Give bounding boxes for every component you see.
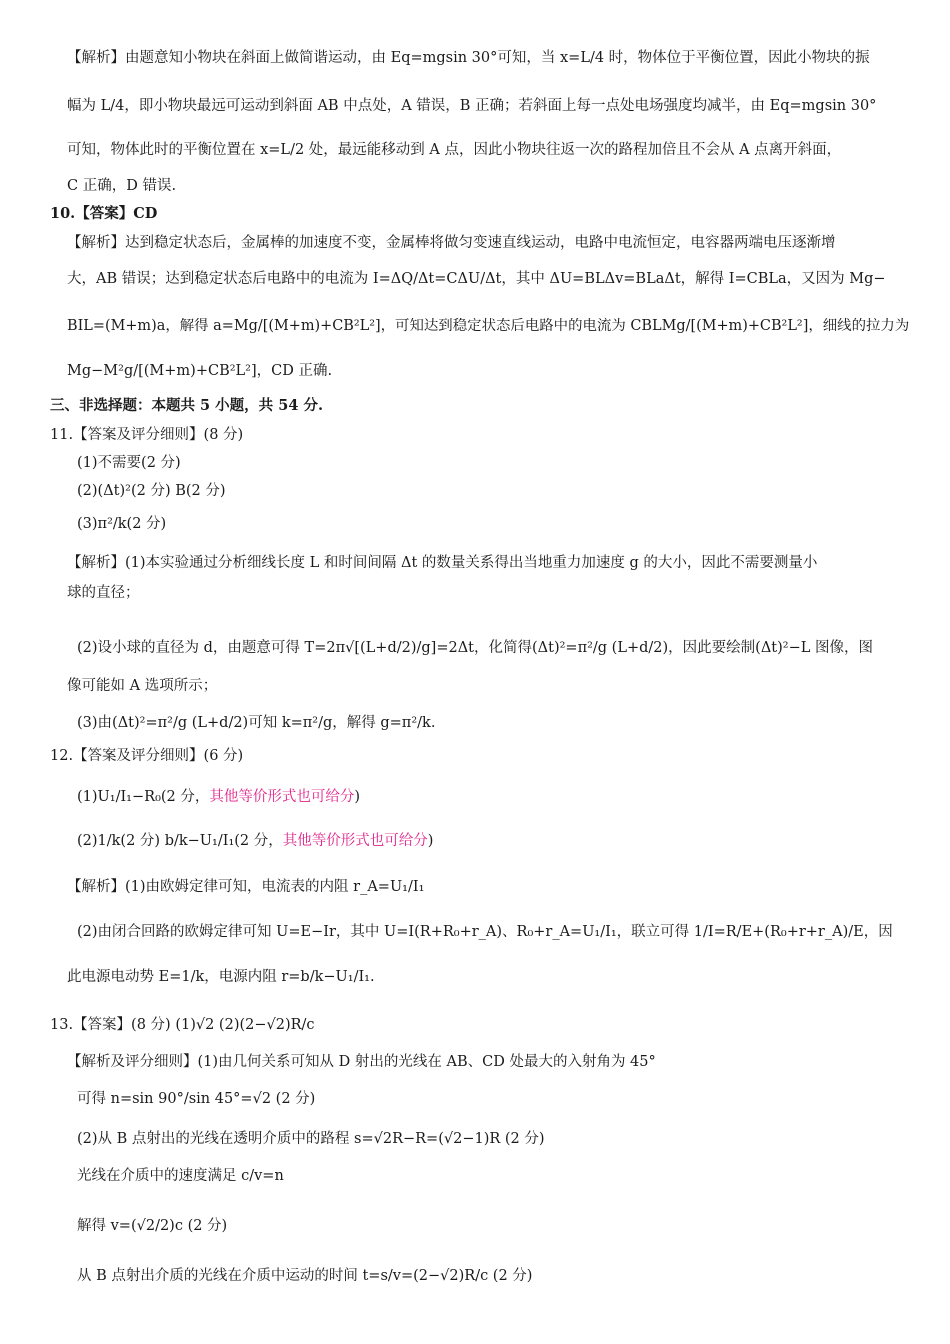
analysis-13-line-3: (2)从 B 点射出的光线在透明介质中的路程 s=√2R−R=(√2−1)R (2 分) bbox=[77, 1131, 545, 1147]
analysis-11-line-3: (2)设小球的直径为 d，由题意可得 T=2π√[(L+d/2)/g]=2Δt，化简得(Δt)²=π²/g (L+d/2)，因此要绘制(Δt)²−L 图像，图 bbox=[77, 640, 873, 656]
analysis-13-line-2: 可得 n=sin 90°/sin 45°=√2 (2 分) bbox=[77, 1091, 316, 1107]
analysis-10-line-1: 【解析】达到稳定状态后，金属棒的加速度不变，金属棒将做匀变速直线运动，电路中电流恒定，电容器两端电压逐渐增 bbox=[67, 235, 836, 251]
section-3-heading: 三、非选择题：本题共 5 小题，共 54 分. bbox=[50, 397, 324, 414]
q11-heading: 11.【答案及评分细则】(8 分) bbox=[50, 427, 244, 443]
analysis-13-line-6: 从 B 点射出介质的光线在介质中运动的时间 t=s/v=(2−√2)R/c (2 分) bbox=[77, 1268, 533, 1284]
analysis-13-line-5: 解得 v=(√2/2)c (2 分) bbox=[77, 1218, 228, 1234]
analysis-10-line-2: 大，AB 错误；达到稳定状态后电路中的电流为 I=ΔQ/Δt=CΔU/Δt，其中 ΔU=BLΔv=BLaΔt，解得 I=CBLa，又因为 Mg− bbox=[67, 271, 886, 287]
analysis-13-line-4: 光线在介质中的速度满足 c/v=n bbox=[77, 1168, 284, 1184]
analysis-11-line-4: 像可能如 A 选项所示； bbox=[67, 678, 218, 694]
analysis-9-line-4: C 正确，D 错误. bbox=[67, 178, 177, 194]
q11-answer-1: (1)不需要(2 分) bbox=[77, 455, 181, 471]
analysis-11-line-5: (3)由(Δt)²=π²/g (L+d/2)可知 k=π²/g，解得 g=π²/k. bbox=[77, 715, 436, 731]
analysis-10-line-3: BIL=(M+m)a，解得 a=Mg/[(M+m)+CB²L²]，可知达到稳定状态后电路中的电流为 CBLMg/[(M+m)+CB²L²]，细线的拉力为 bbox=[67, 318, 910, 334]
analysis-12-line-1: 【解析】(1)由欧姆定律可知，电流表的内阻 r_A=U₁/I₁ bbox=[67, 879, 425, 895]
q11-answer-2: (2)(Δt)²(2 分) B(2 分) bbox=[77, 483, 226, 499]
q12-heading: 12.【答案及评分细则】(6 分) bbox=[50, 748, 244, 764]
analysis-13-line-1: 【解析及评分细则】(1)由几何关系可知从 D 射出的光线在 AB、CD 处最大的入射角为 45° bbox=[67, 1054, 656, 1070]
analysis-10-line-4: Mg−M²g/[(M+m)+CB²L²]，CD 正确. bbox=[67, 363, 333, 379]
analysis-12-line-2: (2)由闭合回路的欧姆定律可知 U=E−Ir，其中 U=I(R+R₀+r_A)、R₀+r_A=U₁/I₁，联立可得 1/I=R/E+(R₀+r+r_A)/E，因 bbox=[77, 924, 893, 940]
analysis-9-line-3: 可知，物体此时的平衡位置在 x=L/2 处，最远能移动到 A 点，因此小物块往返一次的路程加倍且不会从 A 点离开斜面， bbox=[67, 142, 842, 158]
equivalent-form-note: 其他等价形式也可给分 bbox=[282, 833, 428, 849]
equivalent-form-note: 其他等价形式也可给分 bbox=[209, 789, 355, 805]
analysis-11-line-1: 【解析】(1)本实验通过分析细线长度 L 和时间间隔 Δt 的数量关系得出当地重力加速度 g 的大小，因此不需要测量小 bbox=[67, 555, 818, 571]
q13-answer: 13.【答案】(8 分) (1)√2 (2)(2−√2)R/c bbox=[50, 1017, 315, 1033]
q10-answer: 10.【答案】CD bbox=[50, 205, 158, 222]
analysis-9-line-2: 幅为 L/4，即小物块最远可运动到斜面 AB 中点处，A 错误，B 正确；若斜面上每一点处电场强度均减半，由 Eq=mgsin 30° bbox=[67, 98, 877, 114]
analysis-12-line-3: 此电源电动势 E=1/k，电源内阻 r=b/k−U₁/I₁. bbox=[67, 969, 375, 985]
q11-answer-3: (3)π²/k(2 分) bbox=[77, 516, 167, 532]
q12-answer-2: (2)1/k(2 分) b/k−U₁/I₁(2 分，其他等价形式也可给分) bbox=[77, 833, 434, 849]
analysis-9-line-1: 【解析】由题意知小物块在斜面上做简谐运动，由 Eq=mgsin 30°可知，当 x=L/4 时，物体位于平衡位置，因此小物块的振 bbox=[67, 50, 870, 66]
q12-answer-1: (1)U₁/I₁−R₀(2 分，其他等价形式也可给分) bbox=[77, 789, 361, 805]
analysis-11-line-2: 球的直径； bbox=[67, 585, 140, 601]
